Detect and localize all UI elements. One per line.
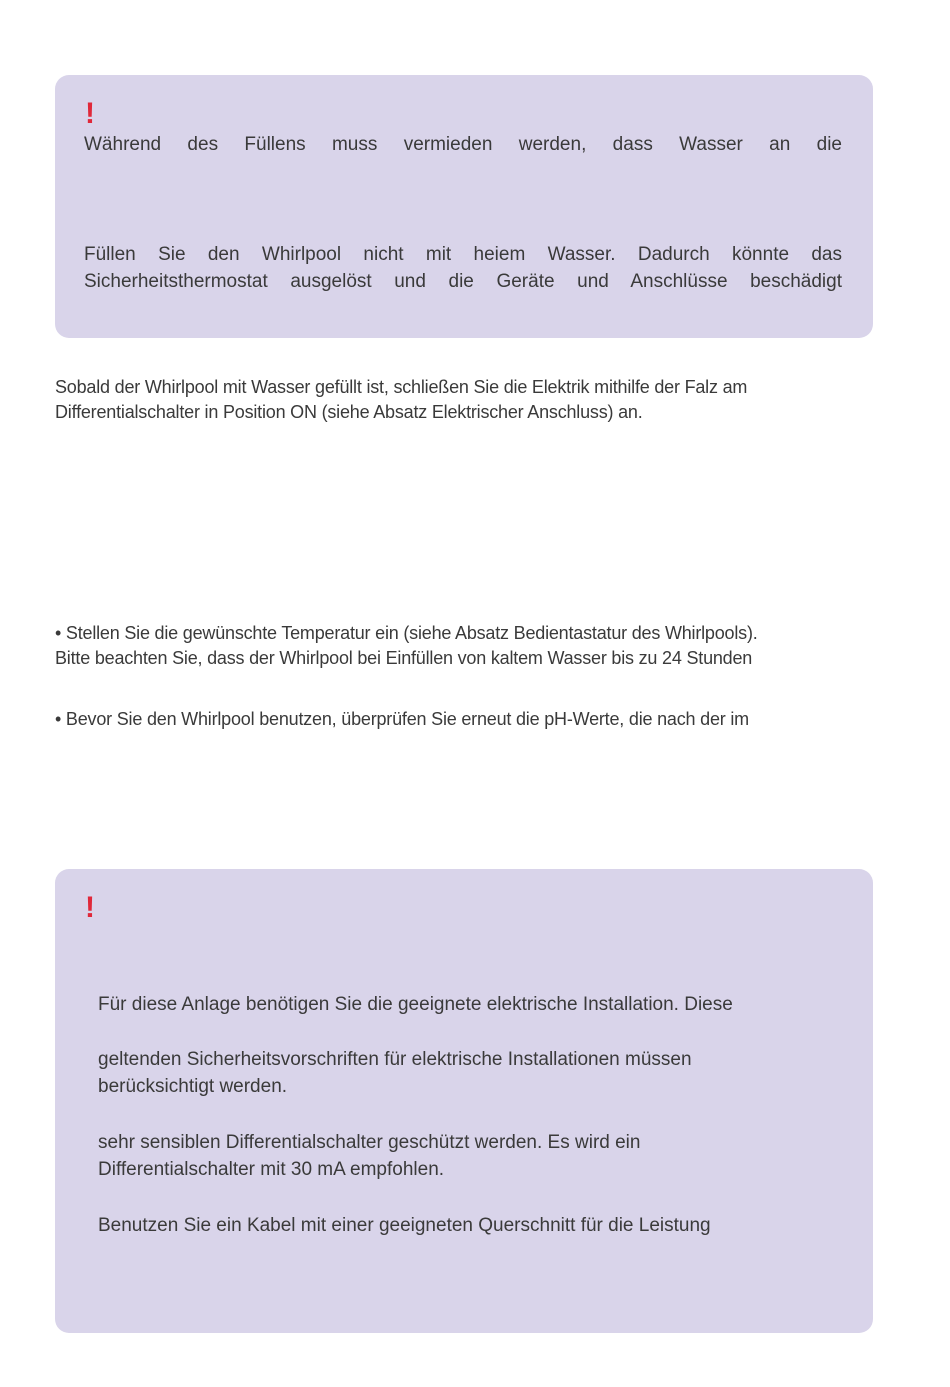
paragraph-ph-check: [55, 707, 873, 732]
electrical-warning-line-4: sehr sensiblen Differentialschalter geschützt werden. Es wird ein: [98, 1132, 641, 1153]
warning-hot-water-line-2: Sicherheitsthermostat ausgelöst und die Geräte und Anschlüsse beschädigt: [84, 271, 842, 292]
warning-box-electrical: [55, 869, 873, 1333]
paragraph-line: • Stellen Sie die gewünschte Temperatur ein (siehe Absatz Bedientastatur des Whirlpools).: [55, 623, 758, 643]
electrical-warning-line-2: geltenden Sicherheitsvorschriften für elektrische Installationen müssen: [98, 1049, 692, 1070]
paragraph-line: • Bevor Sie den Whirlpool benutzen, überprüfen Sie erneut die pH-Werte, die nach der im: [55, 709, 749, 729]
electrical-warning-line-3: berücksichtigt werden.: [98, 1076, 288, 1097]
electrical-warning-line-1: Für diese Anlage benötigen Sie die geeignete elektrische Installation. Diese: [98, 994, 733, 1015]
paragraph-line: Differentialschalter in Position ON (siehe Absatz Elektrischer Anschluss) an.: [55, 402, 643, 422]
electrical-warning-line-5: Differentialschalter mit 30 mA empfohlen.: [98, 1159, 445, 1180]
exclamation-mark-icon: !: [85, 891, 95, 924]
warning-box-filling: [55, 75, 873, 338]
paragraph-line: Bitte beachten Sie, dass der Whirlpool bei Einfüllen von kaltem Wasser bis zu 24 Stunden: [55, 648, 753, 668]
electrical-warning-line-6: Benutzen Sie ein Kabel mit einer geeigneten Querschnitt für die Leistung: [98, 1215, 711, 1236]
warning-hot-water-line-1: Füllen Sie den Whirlpool nicht mit heiem Wasser. Dadurch könnte das: [84, 244, 842, 265]
exclamation-mark-icon: !: [85, 97, 95, 130]
warning-filling-text: Während des Füllens muss vermieden werden, dass Wasser an die: [84, 134, 842, 155]
paragraph-temperature: [55, 621, 873, 671]
paragraph-line: Sobald der Whirlpool mit Wasser gefüllt ist, schließen Sie die Elektrik mithilfe der Falz am: [55, 377, 748, 397]
paragraph-electric-on: [55, 375, 873, 425]
